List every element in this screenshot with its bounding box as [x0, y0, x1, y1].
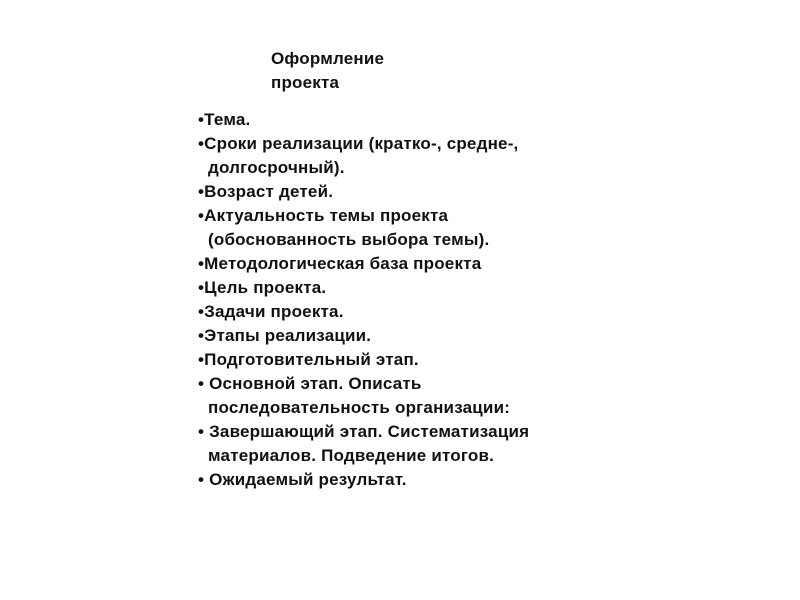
list-item: [198, 468, 529, 492]
list-item: [198, 372, 529, 420]
list-item-text: •Задачи проекта.: [198, 302, 344, 321]
list-item-text: •Актуальность темы проекта: [198, 206, 449, 225]
list-item-continuation: последовательность организации:: [208, 398, 511, 417]
list-item-continuation: (обоснованность выбора темы).: [208, 230, 490, 249]
project-outline-list: [198, 108, 529, 492]
list-item: [198, 300, 529, 324]
list-item-continuation: долгосрочный).: [208, 158, 345, 177]
list-item-text: •Сроки реализации (кратко-, средне-,: [198, 134, 519, 153]
list-item-text: •Цель проекта.: [198, 278, 327, 297]
list-item: [198, 132, 529, 180]
list-item-text: •Этапы реализации.: [198, 326, 372, 345]
list-item-text: • Ожидаемый результат.: [198, 470, 407, 489]
list-item: [198, 204, 529, 252]
list-item-text: • Основной этап. Описать: [198, 374, 422, 393]
list-item-text: • Завершающий этап. Систематизация: [198, 422, 530, 441]
list-item: [198, 276, 529, 300]
page-title: [271, 47, 384, 95]
list-item-text: •Методологическая база проекта: [198, 254, 482, 273]
list-item: [198, 420, 529, 468]
title-line-1: Оформление: [271, 49, 385, 68]
list-item: [198, 348, 529, 372]
list-item-continuation: материалов. Подведение итогов.: [208, 446, 495, 465]
list-item: [198, 180, 529, 204]
list-item-text: •Возраст детей.: [198, 182, 334, 201]
list-item-text: •Тема.: [198, 110, 251, 129]
list-item: [198, 324, 529, 348]
list-item: [198, 108, 529, 132]
title-line-2: проекта: [271, 73, 340, 92]
list-item: [198, 252, 529, 276]
list-item-text: •Подготовительный этап.: [198, 350, 419, 369]
